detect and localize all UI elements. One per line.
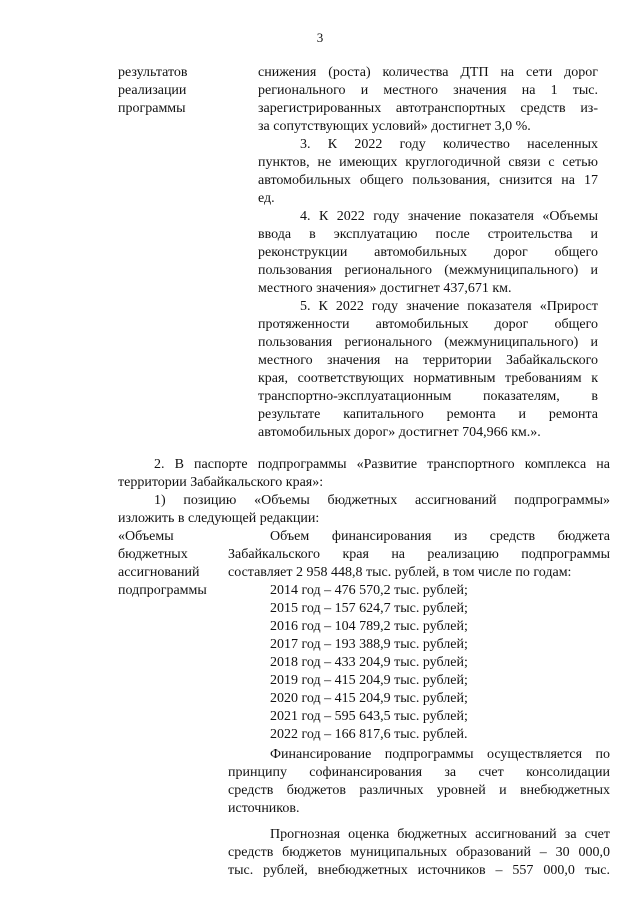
- page-number: 3: [316, 30, 324, 45]
- results-label-line: реализации: [118, 83, 187, 98]
- results-text-line: результате капитального ремонта и ремонта: [258, 407, 598, 422]
- cofinancing-line: средств бюджетов различных уровней и внебюджетных: [228, 783, 610, 798]
- results-text-line: края, соответствующих нормативным требованиям к: [258, 371, 598, 386]
- cofinancing-line: Финансирование подпрограммы осуществляется по: [270, 747, 610, 762]
- year-allocation-line: 2014 год – 476 570,2 тыс. рублей;: [270, 583, 468, 598]
- budget-label-line: подпрограммы: [118, 583, 207, 598]
- results-text-line: 4. К 2022 году значение показателя «Объемы: [300, 209, 598, 224]
- results-text-line: регионального и местного значения на 1 тыс.: [258, 83, 598, 98]
- section2-line: территории Забайкальского края»:: [118, 475, 324, 490]
- year-allocation-line: 2018 год – 433 204,9 тыс. рублей;: [270, 655, 468, 670]
- results-label-line: результатов: [118, 65, 188, 80]
- results-text-line: 3. К 2022 году количество населенных: [300, 137, 598, 152]
- year-allocation-line: 2017 год – 193 388,9 тыс. рублей;: [270, 637, 468, 652]
- results-text-line: пользования регионального (межмуниципального) и: [258, 335, 598, 350]
- cofinancing-line: источников.: [228, 801, 300, 816]
- year-allocation-line: 2016 год – 104 789,2 тыс. рублей;: [270, 619, 468, 634]
- budget-label-line: «Объемы: [118, 529, 174, 544]
- results-text-line: местного значения на территории Забайкальского: [258, 353, 598, 368]
- budget-label-line: бюджетных: [118, 547, 188, 562]
- forecast-line: тыс. рублей, внебюджетных источников – 557 000,0 тыс.: [228, 863, 610, 878]
- year-allocation-line: 2021 год – 595 643,5 тыс. рублей;: [270, 709, 468, 724]
- results-text-line: снижения (роста) количества ДТП на сети дорог: [258, 65, 598, 80]
- budget-text-line: составляет 2 958 448,8 тыс. рублей, в том числе по годам:: [228, 565, 572, 580]
- results-label-line: программы: [118, 101, 186, 116]
- results-text-line: за сопутствующих условий» достигнет 3,0 %.: [258, 119, 531, 134]
- forecast-line: средств бюджетов муниципальных образований – 30 000,0: [228, 845, 610, 860]
- budget-text-line: Забайкальского края на реализацию подпрограммы: [228, 547, 610, 562]
- results-text-line: автомобильных общего пользования, снизится на 17: [258, 173, 598, 188]
- results-text-line: зарегистрированных автотранспортных средств из-: [258, 101, 598, 116]
- results-text-line: местного значения» достигнет 437,671 км.: [258, 281, 512, 296]
- year-allocation-line: 2015 год – 157 624,7 тыс. рублей;: [270, 601, 468, 616]
- section2-line: 1) позицию «Объемы бюджетных ассигнований подпрограммы»: [154, 493, 610, 508]
- results-text-line: протяженности автомобильных дорог общего: [258, 317, 598, 332]
- results-text-line: ввода в эксплуатацию после строительства и: [258, 227, 598, 242]
- results-text-line: транспортно-эксплуатационным показателям, в: [258, 389, 598, 404]
- results-text-line: автомобильных дорог» достигнет 704,966 км.».: [258, 425, 541, 440]
- forecast-line: Прогнозная оценка бюджетных ассигнований за счет: [270, 827, 610, 842]
- results-text-line: 5. К 2022 году значение показателя «Прирост: [300, 299, 598, 314]
- results-text-line: пользования регионального (межмуниципального) и: [258, 263, 598, 278]
- year-allocation-line: 2020 год – 415 204,9 тыс. рублей;: [270, 691, 468, 706]
- cofinancing-line: принципу софинансирования за счет консолидации: [228, 765, 610, 780]
- section2-line: изложить в следующей редакции:: [118, 511, 320, 526]
- year-allocation-line: 2019 год – 415 204,9 тыс. рублей;: [270, 673, 468, 688]
- budget-label-line: ассигнований: [118, 565, 200, 580]
- budget-text-line: Объем финансирования из средств бюджета: [270, 529, 610, 544]
- year-allocation-line: 2022 год – 166 817,6 тыс. рублей.: [270, 727, 468, 742]
- section2-line: 2. В паспорте подпрограммы «Развитие транспортного комплекса на: [154, 457, 610, 472]
- results-text-line: реконструкции автомобильных дорог общего: [258, 245, 598, 260]
- results-text-line: ед.: [258, 191, 275, 206]
- results-text-line: пунктов, не имеющих круглогодичной связи с сетью: [258, 155, 598, 170]
